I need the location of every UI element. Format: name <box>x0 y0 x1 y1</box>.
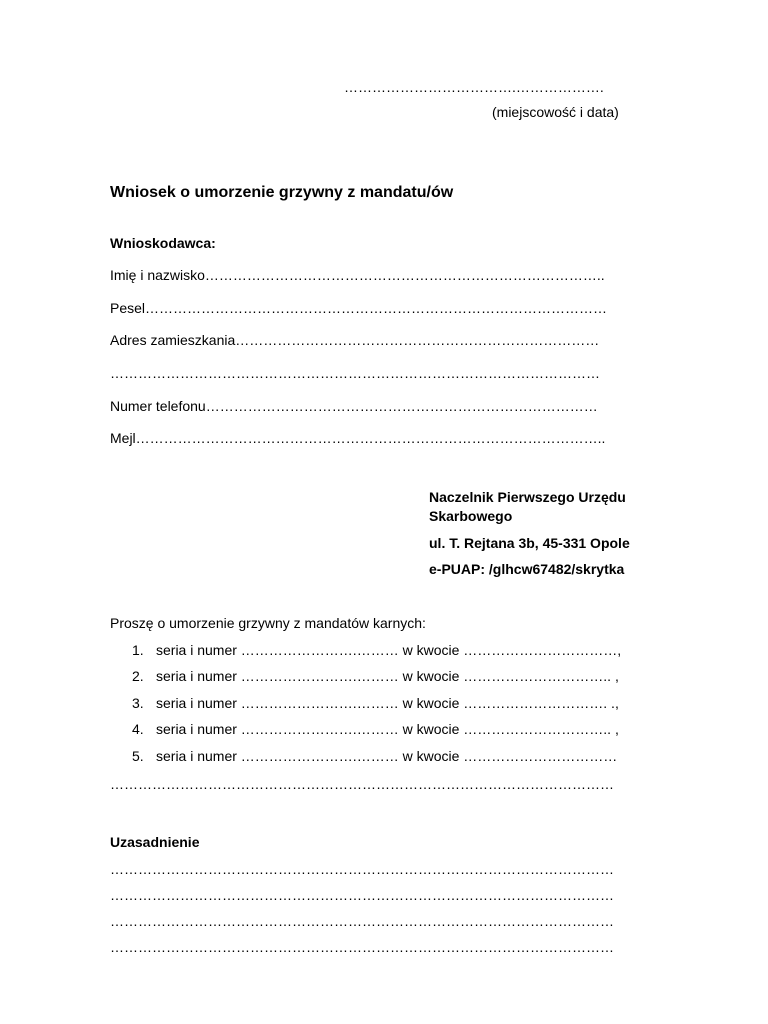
list-item-number: 1. <box>132 642 144 658</box>
list-item[interactable] <box>132 668 619 684</box>
request-extra-line[interactable]: ……………………………………………………………………………………………… <box>110 776 614 792</box>
justification-line[interactable]: ……………………………………………………………………………………………… <box>110 939 614 955</box>
place-date-caption: (miejscowość i data) <box>492 104 619 120</box>
list-item-number: 2. <box>132 668 144 684</box>
justification-line[interactable]: ……………………………………………………………………………………………… <box>110 913 614 929</box>
recipient-line2: Skarbowego <box>429 508 513 524</box>
list-item-number: 3. <box>132 695 144 711</box>
place-date-dots[interactable]: ……………………………….………………. <box>344 79 604 95</box>
request-intro: Proszę o umorzenie grzywny z mandatów karnych: <box>110 615 426 631</box>
name-field[interactable]: Imię i nazwisko………………………………………………………………………….. <box>110 267 605 283</box>
address-field[interactable]: Adres zamieszkania…………………………………………………………………… <box>110 332 600 348</box>
list-item-text: seria i numer …………………….……… w kwocie ………………………….. , <box>156 721 619 737</box>
list-item-text: seria i numer …………………….……… w kwocie …………………………. ., <box>156 695 619 711</box>
recipient-line1: Naczelnik Pierwszego Urzędu <box>429 489 626 505</box>
email-field[interactable]: Mejl……………………………………………………………………………………….. <box>110 430 606 446</box>
address-field-line2[interactable]: …………………………………………………………………………………………… <box>110 365 600 381</box>
list-item-text: seria i numer …………………….……… w kwocie ………………………….. , <box>156 668 619 684</box>
applicant-heading: Wnioskodawca: <box>110 235 216 251</box>
recipient-address: ul. T. Rejtana 3b, 45-331 Opole <box>429 535 630 551</box>
list-item-text: seria i numer …………………….……… w kwocie ……………………………, <box>156 642 622 658</box>
justification-heading: Uzasadnienie <box>110 834 200 850</box>
phone-field[interactable]: Numer telefonu………………………………………………………………………… <box>110 398 598 414</box>
pesel-field[interactable]: Pesel……………………………………………………………………………………… <box>110 300 608 316</box>
recipient-epuap: e-PUAP: /glhcw67482/skrytka <box>429 561 625 577</box>
document-title: Wniosek o umorzenie grzywny z mandatu/ów <box>110 184 454 201</box>
list-item[interactable] <box>132 695 619 711</box>
list-item[interactable] <box>132 748 618 764</box>
list-item-number: 4. <box>132 721 144 737</box>
list-item[interactable] <box>132 721 619 737</box>
justification-line[interactable]: ……………………………………………………………………………………………… <box>110 861 614 877</box>
list-item-number: 5. <box>132 748 144 764</box>
list-item-text: seria i numer …………………….……… w kwocie …………………………… <box>156 748 618 764</box>
justification-line[interactable]: ……………………………………………………………………………………………… <box>110 887 614 903</box>
list-item[interactable] <box>132 642 622 658</box>
